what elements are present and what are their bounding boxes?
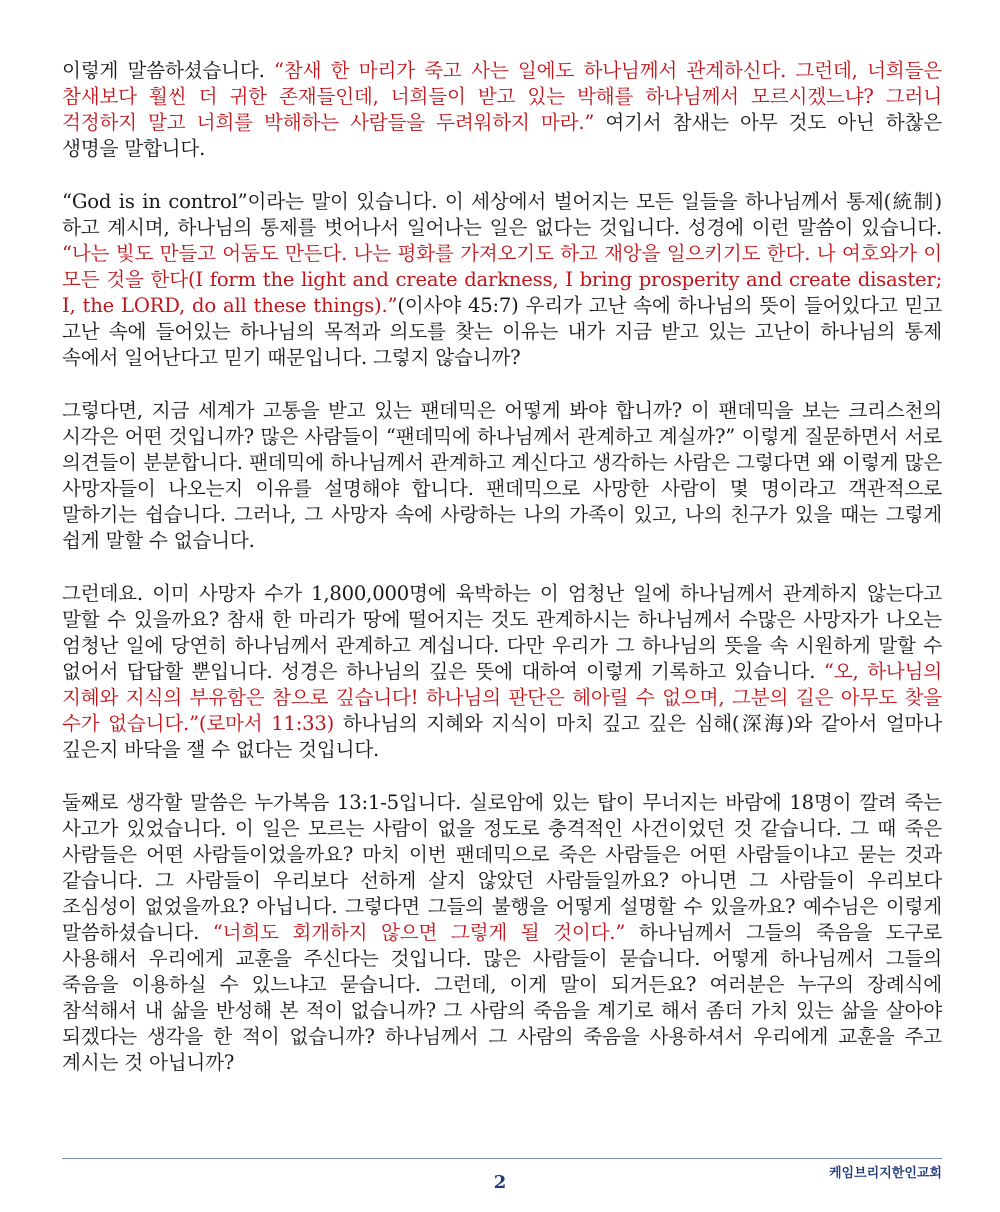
text-run: 그런데요. 이미 사망자 수가 1,800,000명에 육박하는 이 엄청난 일에 하나님께서 관계하지 않는다고 말할 수 있을까요? 참새 한 마리가 땅에 떨어지는 것도 관계하시는 하나님께서 수많은 사망자가 나오는 엄청난 일에 당연히 하나님께서 관계하고 계십니다. 다만 우리가 그 하나님의 뜻을 속 시원하게 말할 수 없어서 답답할 뿐입니다. 성경은 하나님의 깊은 뜻에 대하여 이렇게 기록하고 있습니다. <box>62 582 942 683</box>
paragraph-2 <box>62 189 942 371</box>
paragraph-5 <box>62 790 942 1076</box>
text-run: 하나님의 지혜와 지식이 마치 깊고 깊은 심해(深海)와 같아서 얼마나 깊은지 바닥을 잴 수 없다는 것입니다. <box>62 712 942 761</box>
text-run: 여기서 참새는 아무 것도 아닌 하찮은 생명을 말합니다. <box>62 111 942 160</box>
church-name: 케임브리지한인교회 <box>828 1166 942 1181</box>
document-body <box>62 58 942 1103</box>
scripture-quote: “참새 한 마리가 죽고 사는 일에도 하나님께서 관계하신다. 그런데, 너희들은 참새보다 훨씬 더 귀한 존재들인데, 너희들이 받고 있는 박해를 하나님께서 모르시겠느냐? 그러니 걱정하지 말고 너희를 박해하는 사람들을 두려워하지 마라.” <box>62 59 942 134</box>
paragraph-1 <box>62 58 942 162</box>
text-run: (이사야 45:7) 우리가 고난 속에 하나님의 뜻이 들어있다고 믿고 고난 속에 들어있는 하나님의 목적과 의도를 찾는 이유는 내가 지금 받고 있는 고난이 하나님의 통제 속에서 일어난다고 믿기 때문입니다. 그렇지 않습니까? <box>62 294 942 369</box>
footer-divider <box>62 1158 942 1159</box>
text-run: 하나님께서 그들의 죽음을 도구로 사용해서 우리에게 교훈을 주신다는 것입니다. 많은 사람들이 묻습니다. 어떻게 하나님께서 그들의 죽음을 이용하실 수 있느냐고 묻습니다. 그런데, 이게 말이 되거든요? 여러분은 누구의 장례식에 참석해서 내 삶을 반성해 본 적이 없습니까? 그 사람의 죽음을 계기로 해서 좀더 가치 있는 삶을 살아야 되겠다는 생각을 한 적이 없습니까? 하나님께서 그 사람의 죽음을 사용하셔서 우리에게 교훈을 주고 계시는 것 아닙니까? <box>62 921 942 1074</box>
text-run: 이렇게 말씀하셨습니다. <box>62 59 275 82</box>
page-number: 2 <box>493 1172 507 1193</box>
scripture-quote: “나는 빛도 만들고 어둠도 만든다. 나는 평화를 가져오기도 하고 재앙을 일으키기도 한다. 나 여호와가 이 모든 것을 한다(I form the light and create darkness, I bring prosperity and create disaster; I, the LORD, do all these things).” <box>62 242 942 317</box>
text-run: “God is in control”이라는 말이 있습니다. 이 세상에서 벌어지는 모든 일들을 하나님께서 통제(統制)하고 계시며, 하나님의 통제를 벗어나서 일어나는 일은 없다는 것입니다. 성경에 이런 말씀이 있습니다. <box>62 190 942 239</box>
text-run: 그렇다면, 지금 세계가 고통을 받고 있는 팬데믹은 어떻게 봐야 합니까? 이 팬데믹을 보는 크리스천의 시각은 어떤 것입니까? 많은 사람들이 “팬데믹에 하나님께서 관계하고 계실까?” 이렇게 질문하면서 서로 의견들이 분분합니다. 팬데믹에 하나님께서 관계하고 계신다고 생각하는 사람은 그렇다면 왜 이렇게 많은 사망자들이 나오는지 이유를 설명해야 합니다. 팬데믹으로 사망한 사람이 몇 명이라고 객관적으로 말하기는 쉽습니다. 그러나, 그 사망자 속에 사랑하는 나의 가족이 있고, 나의 친구가 있을 때는 그렇게 쉽게 말할 수 없습니다. <box>62 399 942 552</box>
scripture-quote: “오, 하나님의 지혜와 지식의 부유함은 참으로 깊습니다! 하나님의 판단은 헤아릴 수 없으며, 그분의 길은 아무도 찾을 수가 없습니다.”(로마서 11:33) <box>62 660 942 735</box>
scripture-quote: “너희도 회개하지 않으면 그렇게 될 것이다.” <box>212 921 626 944</box>
paragraph-3 <box>62 398 942 554</box>
paragraph-4 <box>62 581 942 763</box>
text-run: 둘째로 생각할 말씀은 누가복음 13:1-5입니다. 실로암에 있는 탑이 무너지는 바람에 18명이 깔려 죽는 사고가 있었습니다. 이 일은 모르는 사람이 없을 정도로 충격적인 사건이었던 것 같습니다. 그 때 죽은 사람들은 어떤 사람들이었을까요? 마치 이번 팬데믹으로 죽은 사람들은 어떤 사람들이냐고 묻는 것과 같습니다. 그 사람들이 우리보다 선하게 살지 않았던 사람들일까요? 아니면 그 사람들이 우리보다 조심성이 없었을까요? 아닙니다. 그렇다면 그들의 불행을 어떻게 설명할 수 있을까요? 예수님은 이렇게 말씀하셨습니다. <box>62 791 942 944</box>
